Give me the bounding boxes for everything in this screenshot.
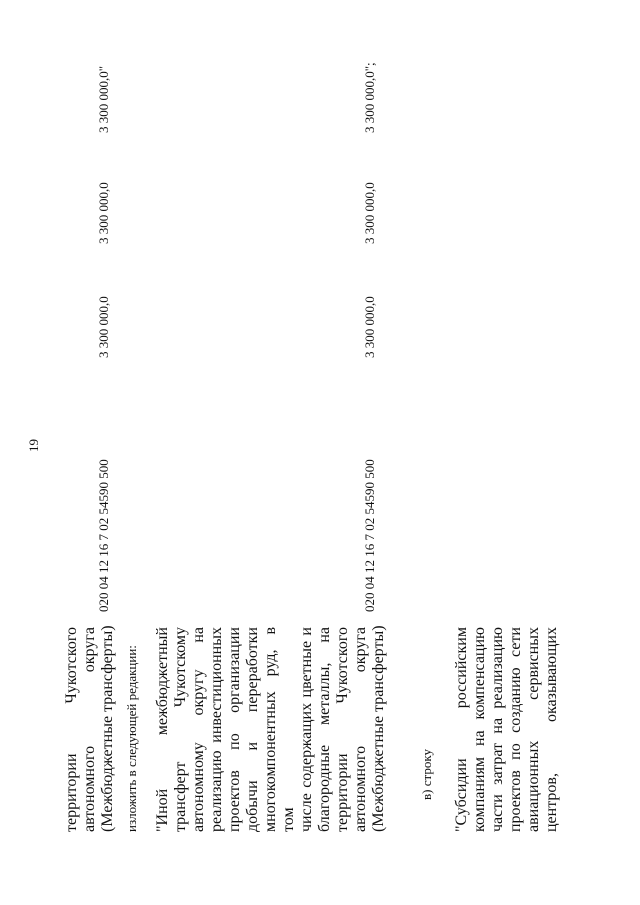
row-name-line: проектов по созданию сети (507, 627, 524, 832)
instruction-text: изложить в следующей редакции: (124, 645, 139, 832)
row-name-line: автономному округу на (190, 627, 207, 832)
row-name-line: центров, оказывающих (543, 627, 560, 832)
row-value-3: 3 300 000,0"; (362, 62, 377, 133)
row-name-line: трансферт Чукотскому (172, 627, 189, 832)
row-name-line: (Межбюджетные трансферты) (370, 625, 387, 832)
row-name-line: многокомпонентных руд, в том (262, 627, 297, 832)
row-name-line: компаниям на компенсацию (471, 627, 488, 832)
page-number: 19 (26, 439, 41, 452)
row-value-2: 3 300 000,0 (96, 182, 111, 244)
row-name-line: благородные металлы, на (316, 627, 333, 832)
row-name-line: реализацию инвестиционных (208, 627, 225, 832)
item-v-text: в) строку (419, 749, 434, 800)
row-name-line: "Субсидии российским (453, 627, 470, 832)
row-name-line: (Межбюджетные трансферты) (99, 625, 116, 832)
row-name-line: авиационных сервисных (525, 627, 542, 832)
row-name-line: автономного округа (81, 627, 98, 832)
row-name-line: добычи и переработки (244, 627, 261, 832)
row-codes: 020 04 12 16 7 02 54590 500 (362, 459, 377, 612)
row-name-line: проектов по организации (226, 627, 243, 832)
row-value-3: 3 300 000,0" (96, 65, 111, 133)
row-value-2: 3 300 000,0 (362, 182, 377, 244)
row-value-1: 3 300 000,0 (362, 296, 377, 358)
row-codes: 020 04 12 16 7 02 54590 500 (96, 459, 111, 612)
row-value-1: 3 300 000,0 (96, 296, 111, 358)
row-name-line: части затрат на реализацию (489, 627, 506, 832)
row-name-line: автономного округа (352, 627, 369, 832)
row-name-line: территории Чукотского (63, 627, 80, 832)
row-name-line: числе содержащих цветные и (298, 627, 315, 832)
row-name-line: "Иной межбюджетный (154, 627, 171, 832)
row-name-line: территории Чукотского (334, 627, 351, 832)
